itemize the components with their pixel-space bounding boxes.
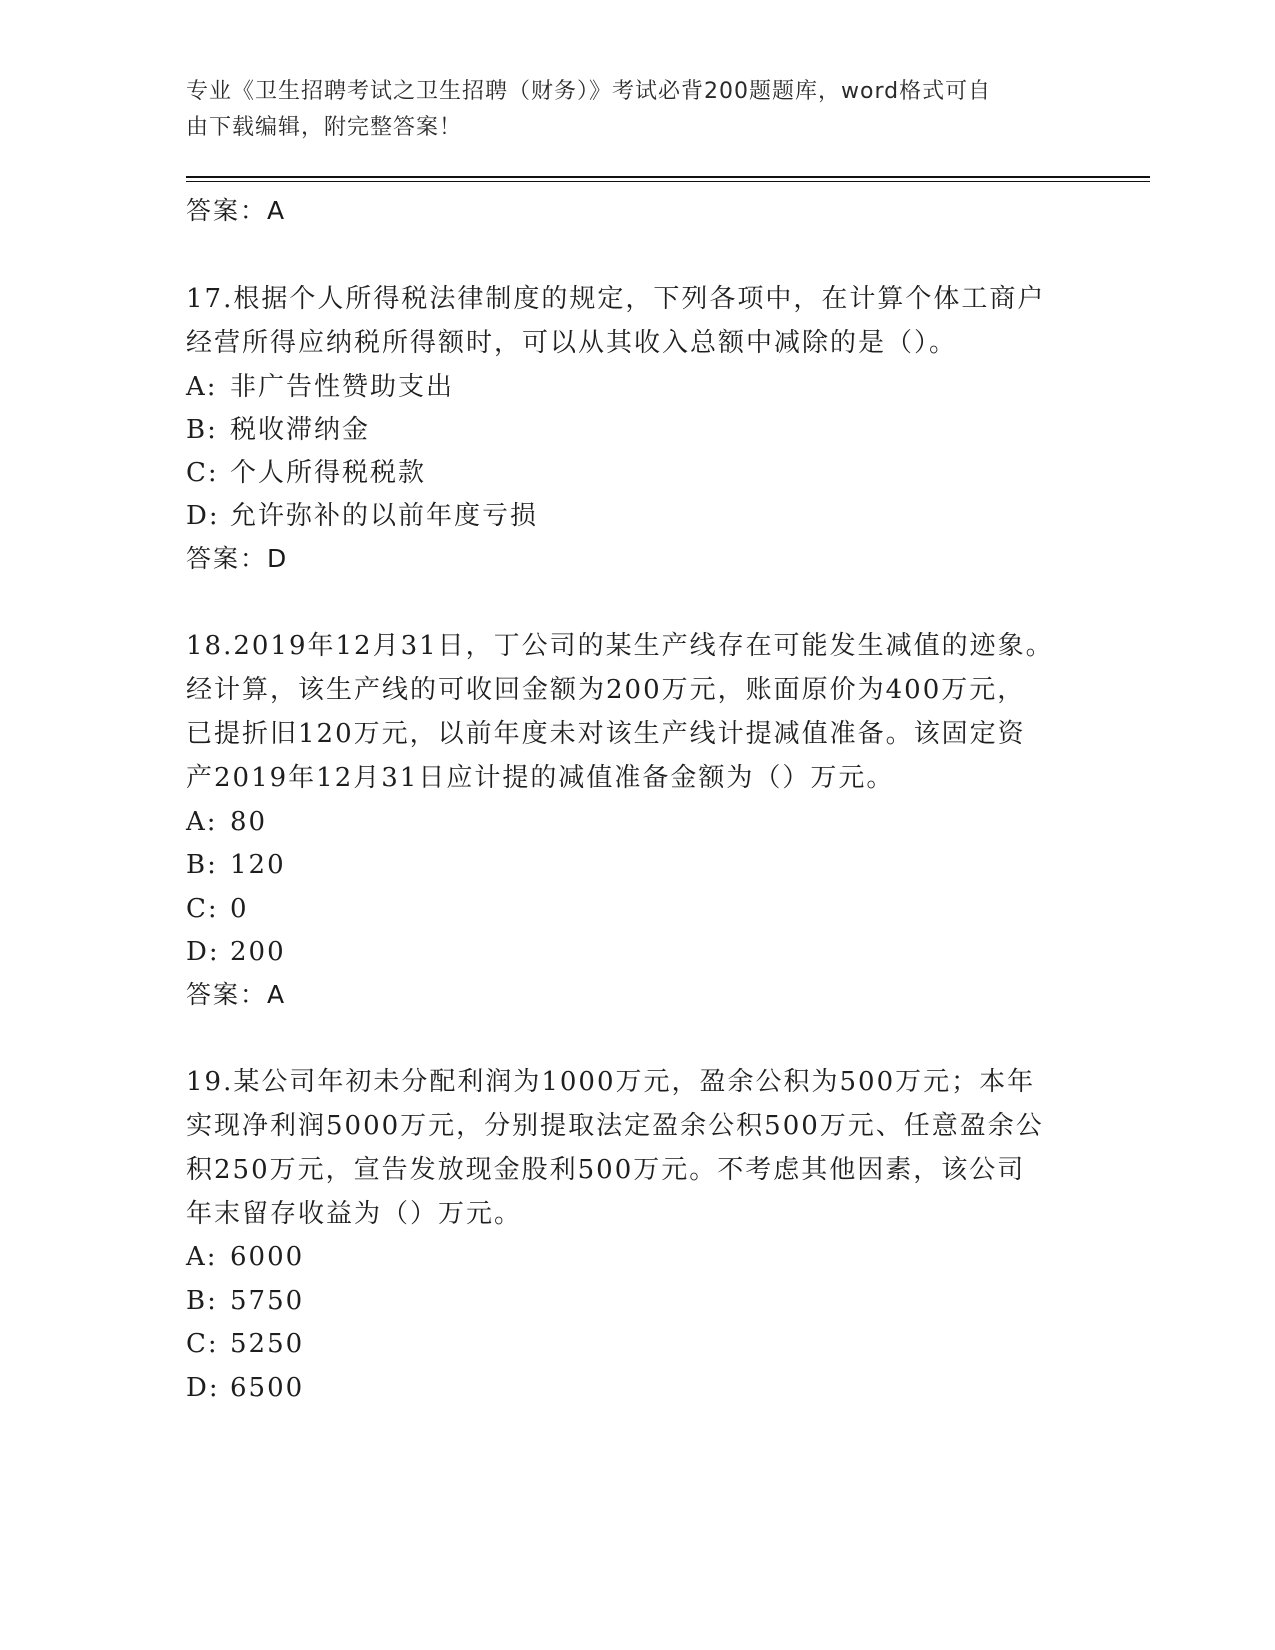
q19-option-a <box>186 1240 304 1274</box>
option-text: 个人所得税税款 <box>230 458 427 488</box>
option-text: 0 <box>230 894 249 924</box>
header-divider-thick <box>186 176 1150 178</box>
option-key: B: <box>186 415 218 445</box>
q18-stem-line-3: 已提折旧120万元，以前年度未对该生产线计提减值准备。该固定资 <box>186 719 1026 749</box>
q19-option-c <box>186 1327 304 1361</box>
option-text: 80 <box>230 807 268 837</box>
q18-option-b <box>186 848 286 882</box>
q17-option-a <box>186 370 454 404</box>
option-text: 5250 <box>230 1329 305 1359</box>
q18-option-d <box>186 935 286 969</box>
q18-option-a <box>186 805 267 839</box>
option-key: A: <box>186 1242 218 1272</box>
q18-stem-line-4: 产2019年12月31日应计提的减值准备金额为（）万元。 <box>186 763 895 793</box>
option-text: 120 <box>230 850 286 880</box>
option-key: D: <box>186 937 220 967</box>
option-key: C: <box>186 458 219 488</box>
q17-option-d <box>186 499 538 533</box>
q18-stem-line-2: 经计算，该生产线的可收回金额为200万元，账面原价为400万元， <box>186 675 1026 705</box>
q19-stem-line-2: 实现净利润5000万元，分别提取法定盈余公积500万元、任意盈余公 <box>186 1111 1044 1141</box>
header-line-2: 由下载编辑，附完整答案！ <box>186 115 463 140</box>
option-text: 6000 <box>230 1242 305 1272</box>
option-key: C: <box>186 894 219 924</box>
q18-answer: 答案：A <box>186 980 287 1009</box>
option-text: 非广告性赞助支出 <box>230 372 455 402</box>
option-key: A: <box>186 807 218 837</box>
option-key: C: <box>186 1329 219 1359</box>
option-key: A: <box>186 372 218 402</box>
q18-option-c <box>186 892 249 926</box>
header-divider-thin <box>186 181 1150 182</box>
option-text: 5750 <box>230 1286 305 1316</box>
q17-stem-line-1: 17.根据个人所得税法律制度的规定，下列各项中，在计算个体工商户 <box>186 284 1046 314</box>
q19-option-b <box>186 1284 304 1318</box>
q18-stem-line-1: 18.2019年12月31日，丁公司的某生产线存在可能发生减值的迹象。 <box>186 631 1054 661</box>
q19-stem-line-1: 19.某公司年初未分配利润为1000万元，盈余公积为500万元；本年 <box>186 1067 1036 1097</box>
q17-option-b <box>186 413 370 447</box>
answer-previous: 答案：A <box>186 196 287 225</box>
q19-option-d <box>186 1371 304 1405</box>
option-text: 6500 <box>230 1373 305 1403</box>
option-text: 200 <box>230 937 286 967</box>
option-key: B: <box>186 1286 218 1316</box>
document-header <box>186 74 1066 146</box>
q17-answer: 答案：D <box>186 544 289 573</box>
option-key: B: <box>186 850 218 880</box>
header-line-1: 专业《卫生招聘考试之卫生招聘（财务）》考试必背200题题库，word格式可自 <box>186 79 992 104</box>
q19-stem-line-3: 积250万元，宣告发放现金股利500万元。不考虑其他因素，该公司 <box>186 1155 1026 1185</box>
q19-stem-line-4: 年末留存收益为（）万元。 <box>186 1199 523 1229</box>
q17-stem-line-2: 经营所得应纳税所得额时，可以从其收入总额中减除的是（）。 <box>186 328 958 358</box>
option-text: 允许弥补的以前年度亏损 <box>230 501 539 531</box>
option-key: D: <box>186 501 220 531</box>
option-key: D: <box>186 1373 220 1403</box>
option-text: 税收滞纳金 <box>230 415 371 445</box>
q17-option-c <box>186 456 426 490</box>
